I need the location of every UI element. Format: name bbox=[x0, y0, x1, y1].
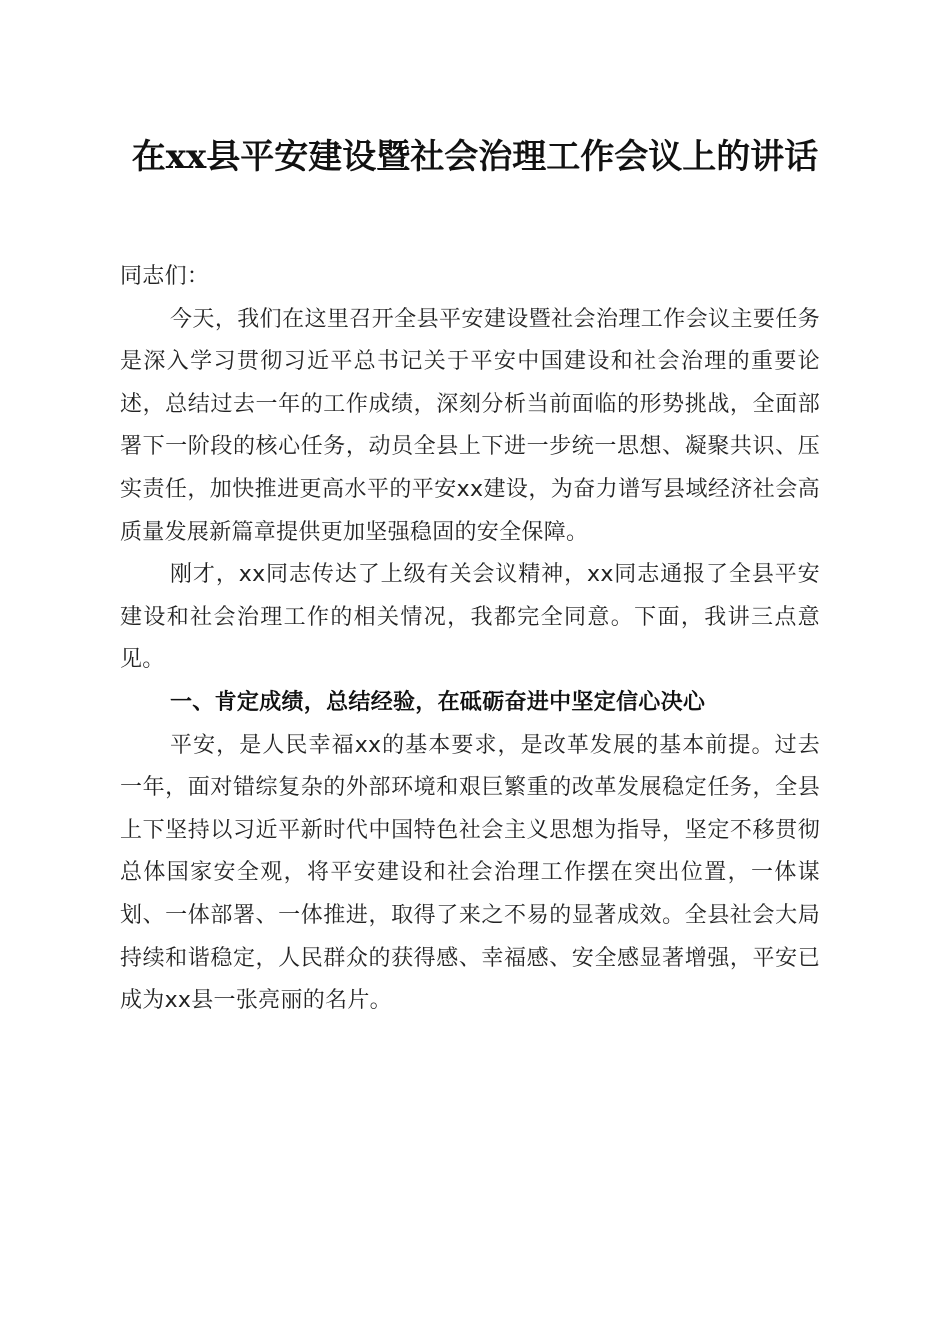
document-title: 在xx县平安建设暨社会治理工作会议上的讲话 bbox=[131, 137, 819, 177]
paragraph-opening: 今天，我们在这里召开全县平安建设暨社会治理工作会议主要任务是深入学习贯彻习近平总书记关于平安中国建设和社会治理的重要论述，总结过去一年的工作成绩，深刻分析当前面临的形势挑战，全面部署下一阶段的核心任务，动员全县上下进一步统一思想、凝聚共识、压实责任，加快推进更高水平的平安xx建设，为奋力谱写县域经济社会高质量发展新篇章提供更加坚强稳固的安全保障。 bbox=[120, 306, 820, 545]
section-heading: 一、肯定成绩，总结经验，在砥砺奋进中坚定信心决心 bbox=[170, 689, 706, 715]
salutation: 同志们： bbox=[120, 264, 210, 289]
document-body bbox=[120, 256, 820, 1023]
paragraph-achievements: 平安，是人民幸福xx的基本要求，是改革发展的基本前提。过去一年，面对错综复杂的外部环境和艰巨繁重的改革发展稳定任务，全县上下坚持以习近平新时代中国特色社会主义思想为指导，坚定不移贯彻总体国家安全观，将平安建设和社会治理工作摆在突出位置，一体谋划、一体部署、一体推进，取得了来之不易的显著成效。全县社会大局持续和谐稳定，人民群众的获得感、幸福感、安全感显著增强，平安已成为xx县一张亮丽的名片。 bbox=[120, 732, 820, 1014]
paragraph-agenda: 刚才，xx同志传达了上级有关会议精神，xx同志通报了全县平安建设和社会治理工作的相关情况，我都完全同意。下面，我讲三点意见。 bbox=[120, 562, 820, 673]
